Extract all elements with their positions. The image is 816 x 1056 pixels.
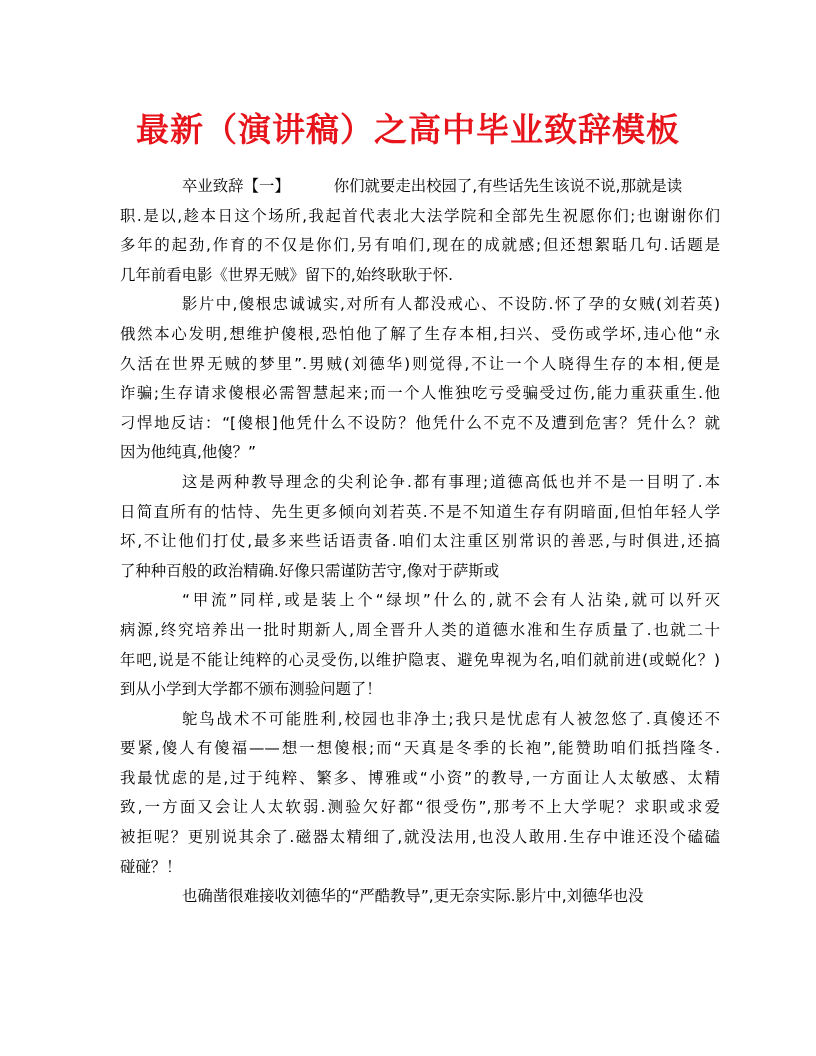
paragraph-3-line-3: 坏,不让他们打仗,最多来些话语责备.咱们太注重区别常识的善恶,与时俱进,还搞 [120,532,720,551]
paragraph-1-line-3: 多年的起劲,作育的不仅是你们,另有咱们,现在的成就感;但还想絮聒几句.话题是 [120,236,720,255]
paragraph-3-line-2: 日简直所有的怙恃、先生更多倾向刘若英.不是不知道生存有阴暗面,但怕年轻人学 [120,502,720,521]
paragraph-2-line-6: 因为他纯真,他傻？” [120,443,256,462]
paragraph-2-line-5: 刁悍地反诘：“[傻根]他凭什么不设防？他凭什么不克不及遭到危害？凭什么？就 [120,413,720,432]
paragraph-2-line-3: 久活在世界无贼的梦里”.男贼(刘德华)则觉得,不让一个人晓得生存的本相,便是 [120,354,720,373]
document-body [120,172,720,912]
paragraph-2-line-1: 影片中,傻根忠诚诚实,对所有人都没戒心、不设防.怀了孕的女贼(刘若英) [182,295,720,314]
paragraph-4-line-3: 年吧,说是不能让纯粹的心灵受伤,以维护隐衷、避免卑视为名,咱们就前进(或蜕化？) [120,650,720,669]
paragraph-5-line-1: 鸵鸟战术不可能胜利,校园也非净土;我只是忧虑有人被忽悠了.真傻还不 [182,709,720,728]
paragraph-5-line-5: 被拒呢？更别说其余了.磁器太精细了,就没法用,也没人敢用.生存中谁还没个磕磕 [120,828,720,847]
paragraph-5-line-6: 碰碰？！ [120,857,182,876]
section-heading: 卒业致辞【一】 [182,177,290,195]
paragraph-4-line-1: “甲流”同样,或是装上个“绿坝”什么的,就不会有人沾染,就可以歼灭 [182,591,720,610]
paragraph-3-line-1: 这是两种教导理念的尖利论争.都有事理;道德高低也并不是一目明了.本 [182,472,720,491]
paragraph-5-line-3: 我最忧虑的是,过于纯粹、繁多、博雅或“小资”的教导,一方面让人太敏感、太精 [120,768,720,787]
document-title: 最新（演讲稿）之高中毕业致辞模板 [136,110,680,149]
paragraph-1-line-4: 几年前看电影《世界无贼》留下的,始终耿耿于怀. [120,265,453,284]
paragraph-2-line-2: 俄然本心发明,想维护傻根,恐怕他了解了生存本相,扫兴、受伤或学坏,违心他“永 [120,324,720,343]
paragraph-2-line-4: 诈骗;生存请求傻根必需智慧起来;而一个人惟独吃亏受骗受过伤,能力重获重生.他 [120,384,720,403]
paragraph-1-line-1-rest: 你们就要走出校园了,有些话先生该说不说,那就是读 [333,177,683,195]
paragraph-5-line-4: 致,一方面又会让人太软弱.测验欠好都“很受伤”,那考不上大学呢？求职或求爱 [120,798,720,817]
paragraph-6-line-1: 也确凿很难接收刘德华的“严酷教导”,更无奈实际.影片中,刘德华也没 [182,887,644,906]
paragraph-4-line-4: 到从小学到大学都不颁布测验问题了！ [120,680,382,699]
paragraph-3-line-4: 了种种百般的政治精确.好像只需谨防苦守,像对于萨斯或 [120,561,500,580]
paragraph-1-line-2: 职.是以,趁本日这个场所,我起首代表北大法学院和全部先生祝愿你们;也谢谢你们 [120,206,720,225]
paragraph-1-line-1 [120,172,720,202]
paragraph-4-line-2: 病源,终究培养出一批时期新人,周全晋升人类的道德水准和生存质量了.也就二十 [120,620,720,639]
paragraph-5-line-2: 要紧,傻人有傻福——想一想傻根;而“天真是冬季的长袍”,能赞助咱们抵挡隆冬. [120,739,720,758]
